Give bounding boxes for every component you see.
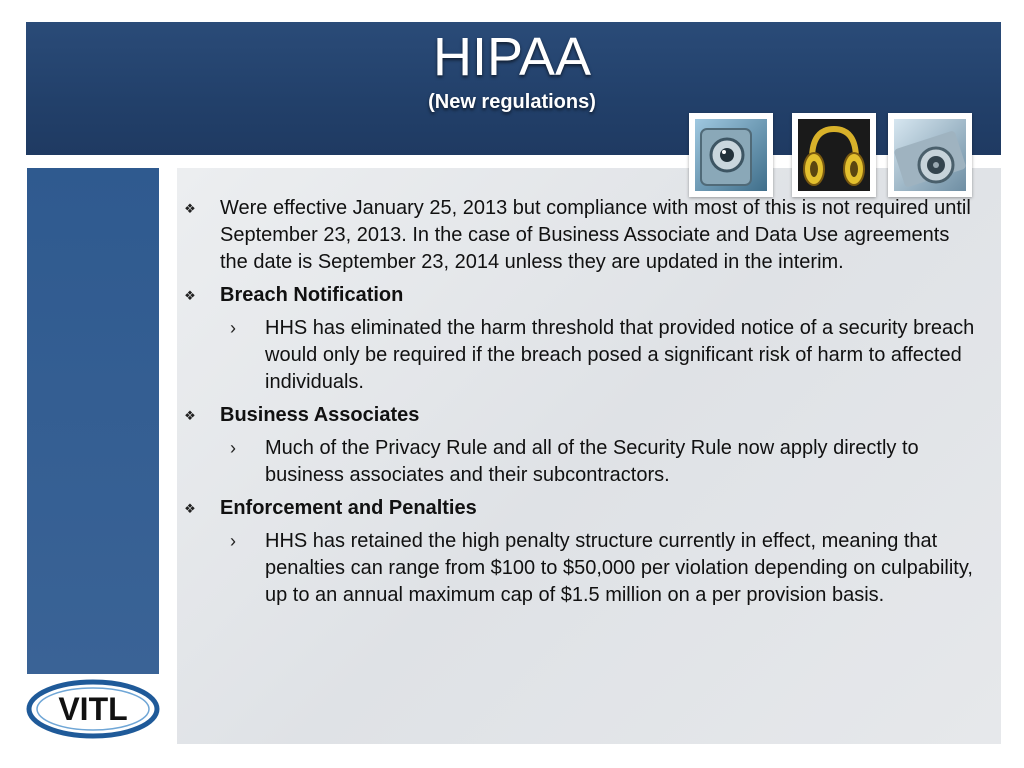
sub-bullet-text: HHS has retained the high penalty structure currently in effect, meaning that penalties can range from $100 to $50,000 per violation depending on culpability, up to an annual maximum cap of $1.5 million on a per provision basis. bbox=[265, 530, 973, 606]
diamond-bullet-icon: ❖ bbox=[184, 201, 196, 216]
speaker-thumbnail bbox=[888, 113, 972, 197]
bullet-heading: Enforcement and Penalties bbox=[220, 497, 477, 519]
sub-bullet-text: HHS has eliminated the harm threshold that provided notice of a security breach would only be required if the breach posed a significant risk of harm to affected individuals. bbox=[265, 317, 975, 393]
speaker-icon bbox=[894, 119, 966, 191]
vitl-logo bbox=[25, 678, 161, 740]
left-decorative-bar bbox=[27, 168, 159, 674]
bullet-text: Were effective January 25, 2013 but compliance with most of this is not required until September 23, 2013. In the case of Business Associate and Data Use agreements the date is September 23, 2014 unless they are updated in the interim. bbox=[220, 197, 971, 273]
webcam-icon bbox=[695, 119, 767, 191]
slide-title: HIPAA bbox=[432, 27, 592, 87]
diamond-bullet-icon: ❖ bbox=[184, 408, 196, 423]
headphones-thumbnail bbox=[792, 113, 876, 197]
sub-bullet-breach-notification bbox=[182, 315, 982, 396]
logo-text: VITL bbox=[58, 691, 128, 727]
headphones-icon bbox=[798, 119, 870, 191]
diamond-bullet-icon: ❖ bbox=[184, 288, 196, 303]
bullet-item-enforcement bbox=[182, 495, 982, 522]
slide-body bbox=[182, 195, 982, 615]
slide-subtitle: (New regulations) bbox=[428, 91, 596, 113]
chevron-bullet-icon: › bbox=[230, 438, 236, 458]
diamond-bullet-icon: ❖ bbox=[184, 501, 196, 516]
webcam-thumbnail bbox=[689, 113, 773, 197]
bullet-item-breach-notification bbox=[182, 282, 982, 309]
sub-bullet-text: Much of the Privacy Rule and all of the Security Rule now apply directly to business associates and their subcontractors. bbox=[265, 437, 919, 486]
sub-bullet-business-associates bbox=[182, 435, 982, 489]
bullet-item-effective-dates bbox=[182, 195, 982, 276]
sub-bullet-enforcement bbox=[182, 528, 982, 609]
bullet-heading: Breach Notification bbox=[220, 284, 404, 306]
bullet-heading: Business Associates bbox=[220, 404, 420, 426]
chevron-bullet-icon: › bbox=[230, 318, 236, 338]
bullet-item-business-associates bbox=[182, 402, 982, 429]
chevron-bullet-icon: › bbox=[230, 531, 236, 551]
